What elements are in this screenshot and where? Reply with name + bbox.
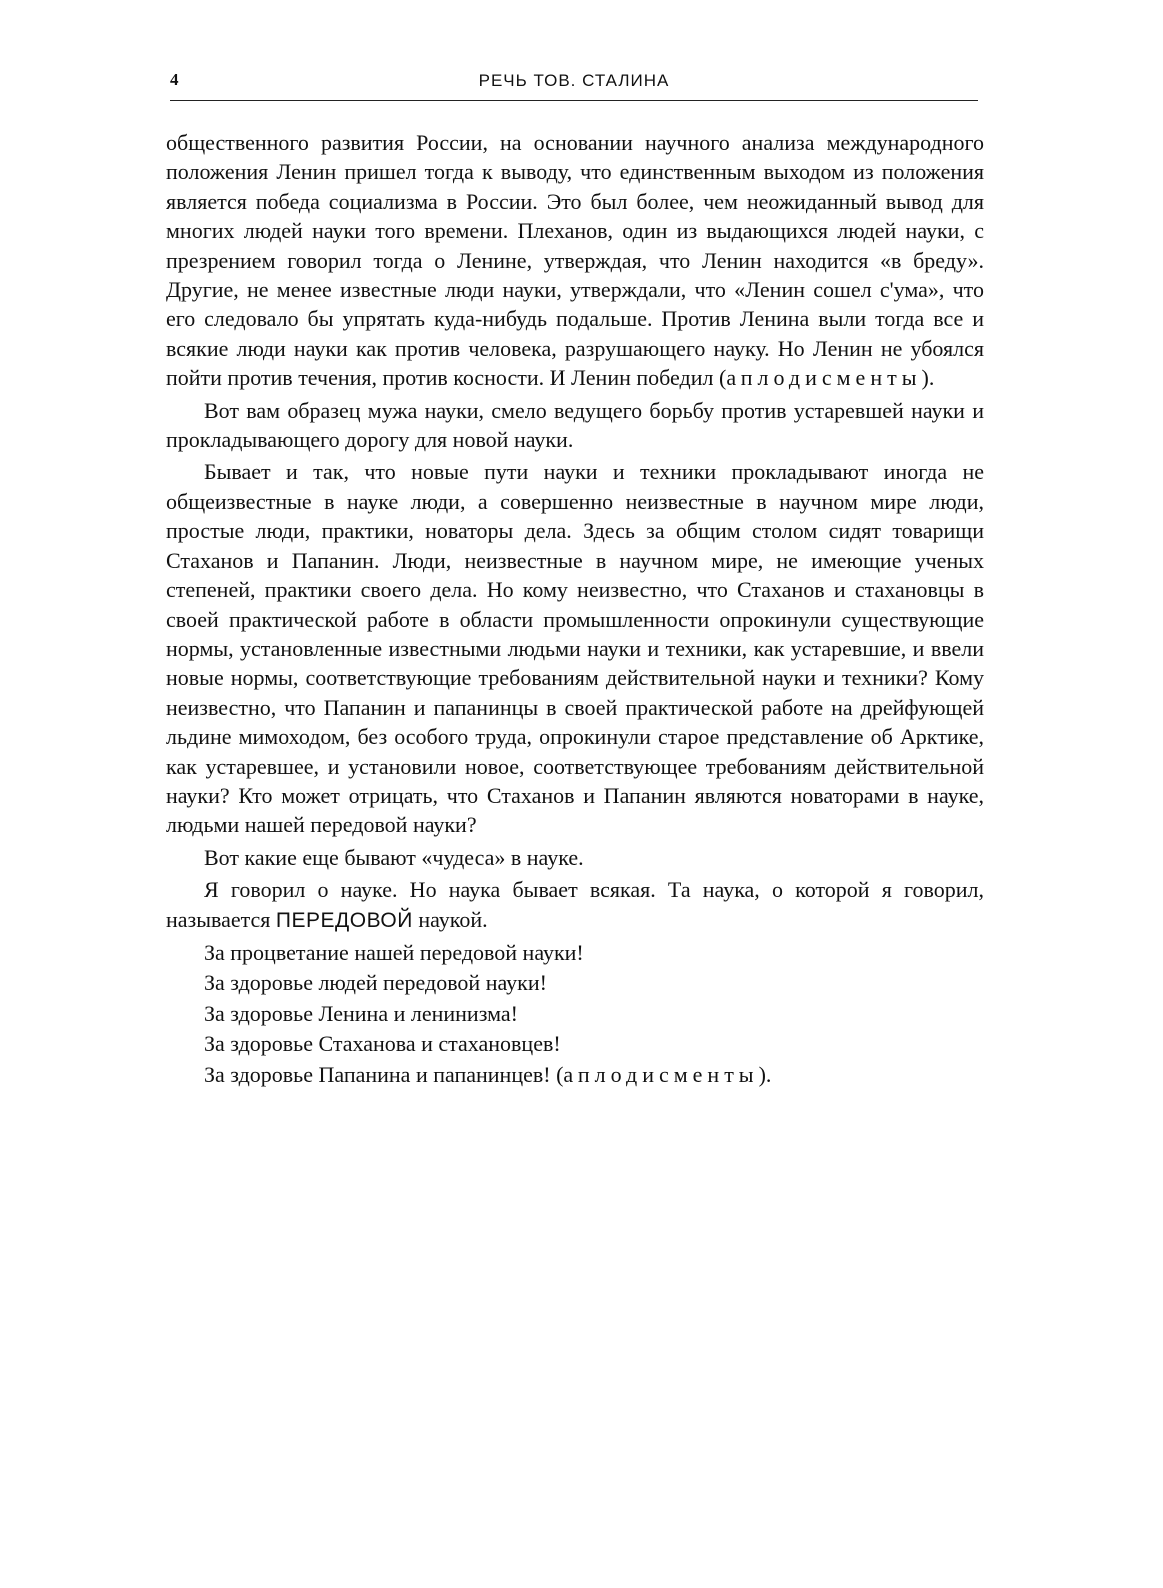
- toast-3: За здоровье Ленина и ленинизма!: [204, 1000, 518, 1026]
- toast-5-text: За здоровье Папанина и папанинцев! (: [204, 1061, 564, 1087]
- paragraph-2: Вот вам образец мужа науки, смело ведущего борьбу против устаревшей науки и прокладывающего дорогу для новой науки.: [166, 397, 984, 453]
- paragraph-4: Вот какие еще бывают «чудеса» в науке.: [204, 844, 584, 870]
- paragraph-5: [166, 875, 984, 935]
- applause-remark-final: аплодисменты: [563, 1061, 759, 1087]
- toast-2: За здоровье людей передовой науки!: [204, 970, 547, 996]
- header-rule: [170, 100, 978, 101]
- paragraph-1-text: общественного развития России, на основании научного анализа международного положения Ленин пришел тогда к выводу, что единственным выходом из положения является победа социализма в России. Это был более, чем неожиданный вывод для многих людей науки того времени. Плеханов, один из выдающихся людей науки, с презрением говорил тогда о Ленине, утверждая, что Ленин находится «в бреду». Другие, не менее известные люди науки, утверждали, что «Ленин сошел с'ума», что его следовало бы упрятать куда-нибудь подальше. Против Ленина выли тогда все и всякие люди науки как против человека, разрушающего науку. Но Ленин не убоялся пойти против течения, против косности. И Ленин победил (: [166, 130, 984, 391]
- toast-4: За здоровье Стаханова и стахановцев!: [204, 1031, 561, 1057]
- page-header: [170, 66, 978, 100]
- body-text: [166, 128, 984, 1090]
- paragraph-3: Бывает и так, что новые пути науки и техники прокладывают иногда не общеизвестные в науке люди, а совершенно неизвестные в научном мире люди, простые люди, практики, новаторы дела. Здесь за общим столом сидят товарищи Стаханов и Папанин. Люди, неизвестные в научном мире, не имеющие ученых степеней, практики своего дела. Но кому неизвестно, что Стаханов и стахановцы в своей практической работе в области промышленности опрокинули существующие нормы, установленные известными людьми науки и техники, как устаревшие, и ввели новые нормы, соответствующие требованиям действительной науки и техники? Кому неизвестно, что Папанин и папанинцы в своей практической работе на дрейфующей льдине мимоходом, без особого труда, опрокинули старое представление об Арктике, как устаревшее, и установили новое, соответствующее требованиям действительной науки? Кто может отрицать, что Стаханов и Папанин являются новаторами в науке, людьми нашей передовой науки?: [166, 459, 984, 838]
- paragraph-5-end: наукой.: [412, 906, 488, 932]
- toast-5-end: ).: [758, 1061, 772, 1087]
- emphasis-word: ПЕРЕДОВОЙ: [275, 908, 413, 932]
- paragraph-1-end: ).: [921, 365, 935, 391]
- applause-remark: аплодисменты: [726, 365, 922, 391]
- toast-5: [166, 1060, 984, 1089]
- toast-1: За процветание нашей передовой науки!: [204, 939, 584, 965]
- paragraph-5-text: Я говорил о науке. Но наука бывает всякая. Та наука, о которой я говорил, называется: [166, 877, 984, 932]
- page-number: 4: [170, 70, 179, 89]
- paragraph-1: [166, 128, 984, 393]
- running-title: РЕЧЬ ТОВ. СТАЛИНА: [478, 71, 670, 90]
